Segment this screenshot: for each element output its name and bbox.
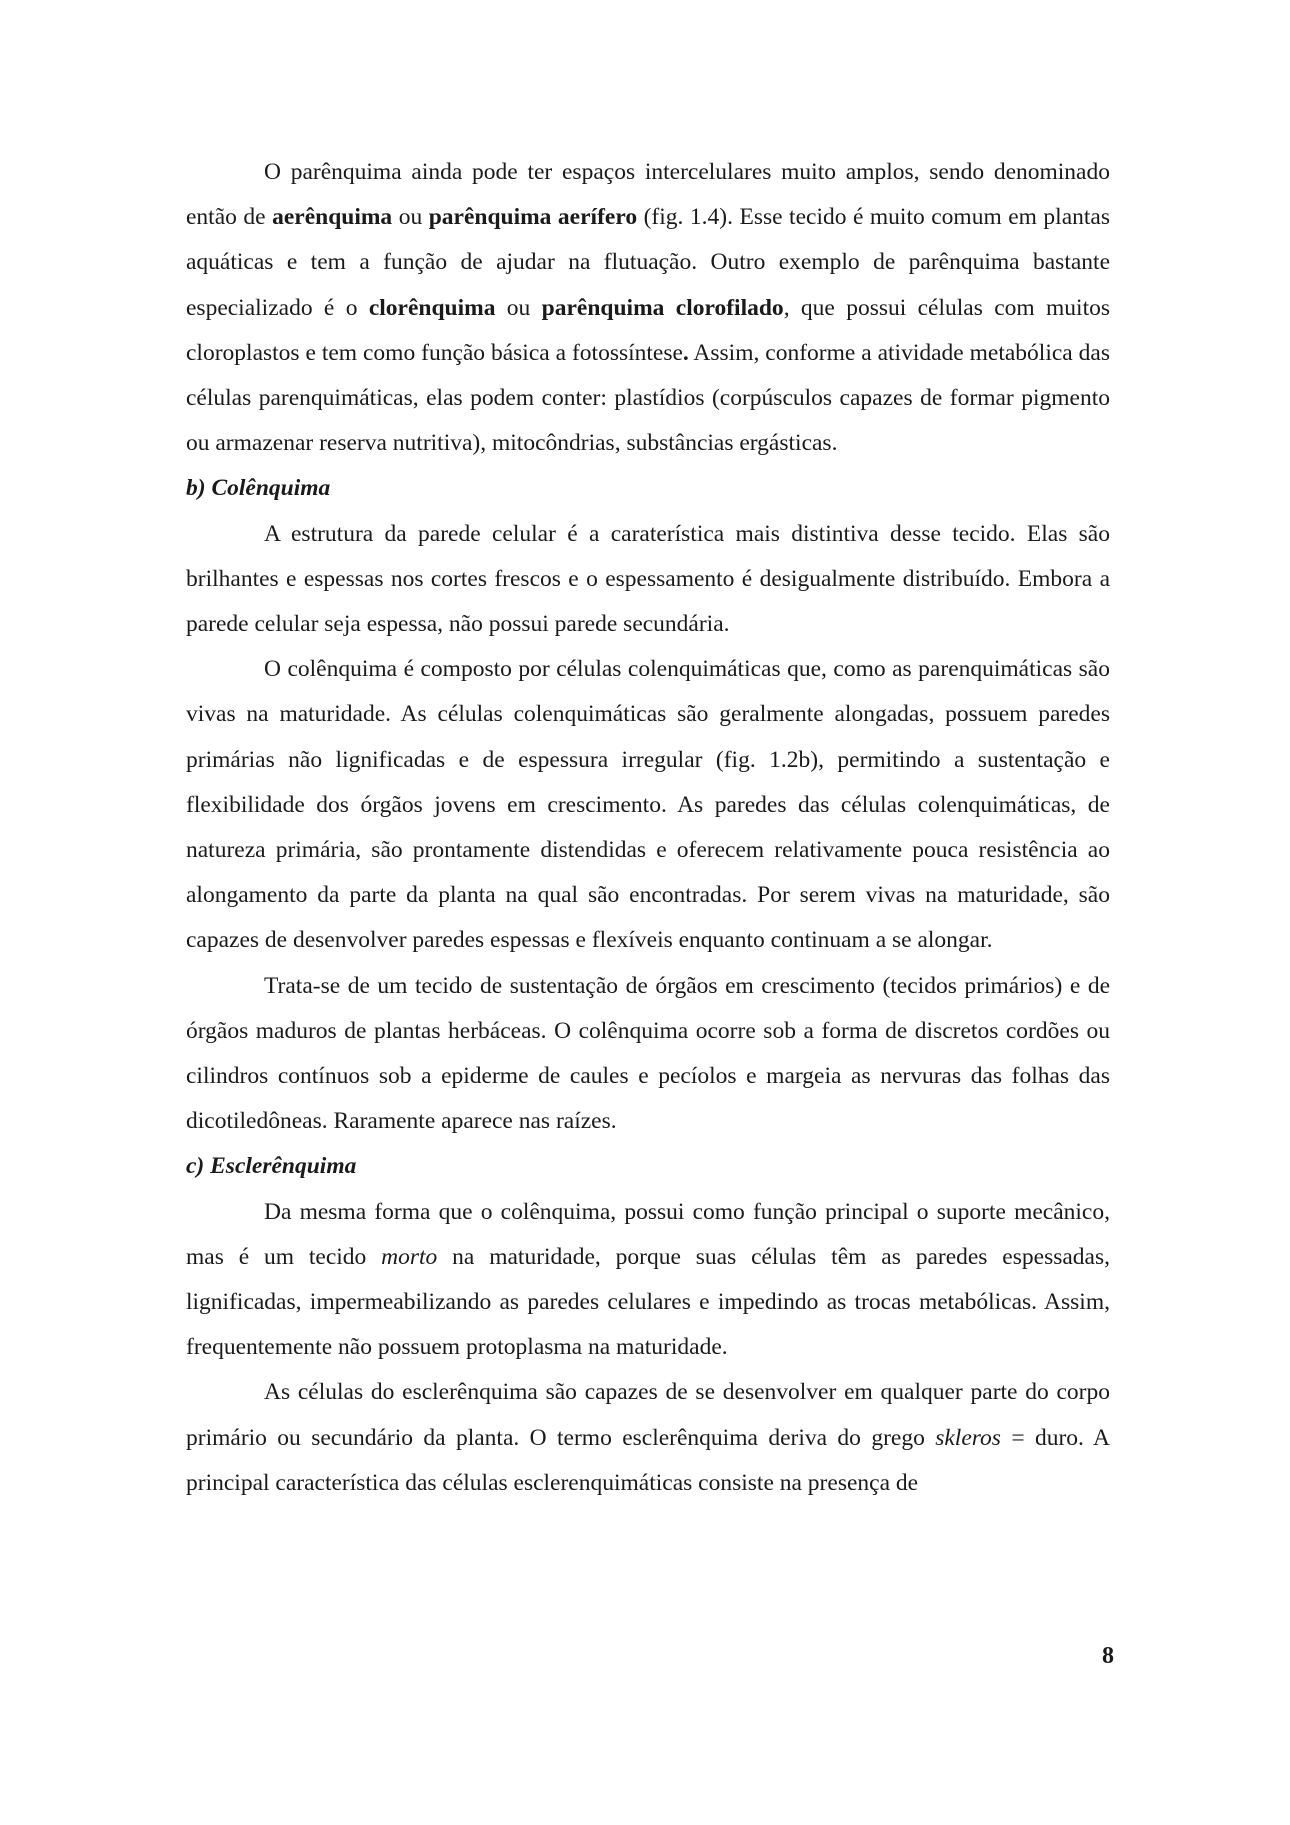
term-aerenquima: aerênquima — [272, 204, 393, 231]
text-run: = duro. A principal característica das células esclerenquimáticas consiste na presença de — [186, 1424, 1110, 1496]
term-skleros: skleros — [935, 1424, 1001, 1451]
paragraph-aerenquima — [186, 150, 1110, 466]
text-run: , que possui células com muitos cloroplastos e tem como função básica a fotossíntese — [186, 294, 1111, 366]
text-run: Assim, conforme a atividade metabólica das células parenquimáticas, elas podem conter: plastídios (corpúsculos capazes de formar pigmento ou armazenar reserva nutritiva), mitocôndrias, substâncias ergásticas. — [186, 339, 1110, 457]
term-parenquima-clorofilado: parênquima clorofilado — [541, 294, 784, 321]
text-run: O parênquima ainda pode ter espaços intercelulares muito amplos, sendo denominado então de — [186, 159, 1110, 231]
page-number: 8 — [1102, 1643, 1114, 1669]
bold-period: . — [682, 339, 689, 366]
heading-colenquima: b) Colênquima — [186, 475, 331, 502]
text-run: ou — [495, 294, 542, 321]
paragraph-colenquima-sustentacao: Trata-se de um tecido de sustentação de órgãos em crescimento (tecidos primários) e de órgãos maduros de plantas herbáceas. O colênquima ocorre sob a forma de discretos cordões ou cilindros contínuos sob a epiderme de caules e pecíolos e margeia as nervuras das folhas das dicotiledôneas. Raramente aparece nas raízes. — [186, 972, 1110, 1135]
term-morto: morto — [381, 1243, 438, 1270]
paragraph-esclerenquima-funcao — [186, 1190, 1110, 1371]
text-run: Da mesma forma que o colênquima, possui como função principal o suporte mecânico, mas é um tecido — [186, 1198, 1110, 1270]
text-run: na maturidade, porque suas células têm as paredes espessadas, lignificadas, impermeabilizando as paredes celulares e impedindo as trocas metabólicas. Assim, frequentemente não possuem protoplasma na maturidade. — [186, 1243, 1110, 1361]
term-clorenquima: clorênquima — [368, 294, 496, 321]
paragraph-colenquima-composicao: O colênquima é composto por células colenquimáticas que, como as parenquimáticas são vivas na maturidade. As células colenquimáticas são geralmente alongadas, possuem paredes primárias não lignificadas e de espessura irregular (fig. 1.2b), permitindo a sustentação e flexibilidade dos órgãos jovens em crescimento. As paredes das células colenquimáticas, de natureza primária, são prontamente distendidas e oferecem relativamente pouca resistência ao alongamento da parte da planta na qual são encontradas. Por serem vivas na maturidade, são capazes de desenvolver paredes espessas e flexíveis enquanto continuam a se alongar. — [186, 656, 1110, 954]
heading-esclerenquima: c) Esclerênquima — [186, 1153, 357, 1180]
page-body — [186, 150, 1110, 1506]
term-parenquima-aerifero: parênquima aerífero — [428, 204, 638, 231]
text-run: As células do esclerênquima são capazes de se desenvolver em qualquer parte do corpo primário ou secundário da planta. O termo esclerênquima deriva do grego — [186, 1379, 1110, 1451]
text-run: ou — [392, 204, 429, 231]
text-run: (fig. 1.4). Esse tecido é muito comum em plantas aquáticas e tem a função de ajudar na flutuação. Outro exemplo de parênquima bastante especializado é o — [186, 204, 1110, 321]
paragraph-parede-celular: A estrutura da parede celular é a caraterística mais distintiva desse tecido. Elas são brilhantes e espessas nos cortes frescos e o espessamento é desigualmente distribuído. Embora a parede celular seja espessa, não possui parede secundária. — [186, 520, 1110, 638]
paragraph-esclerenquima-celulas — [186, 1370, 1110, 1506]
